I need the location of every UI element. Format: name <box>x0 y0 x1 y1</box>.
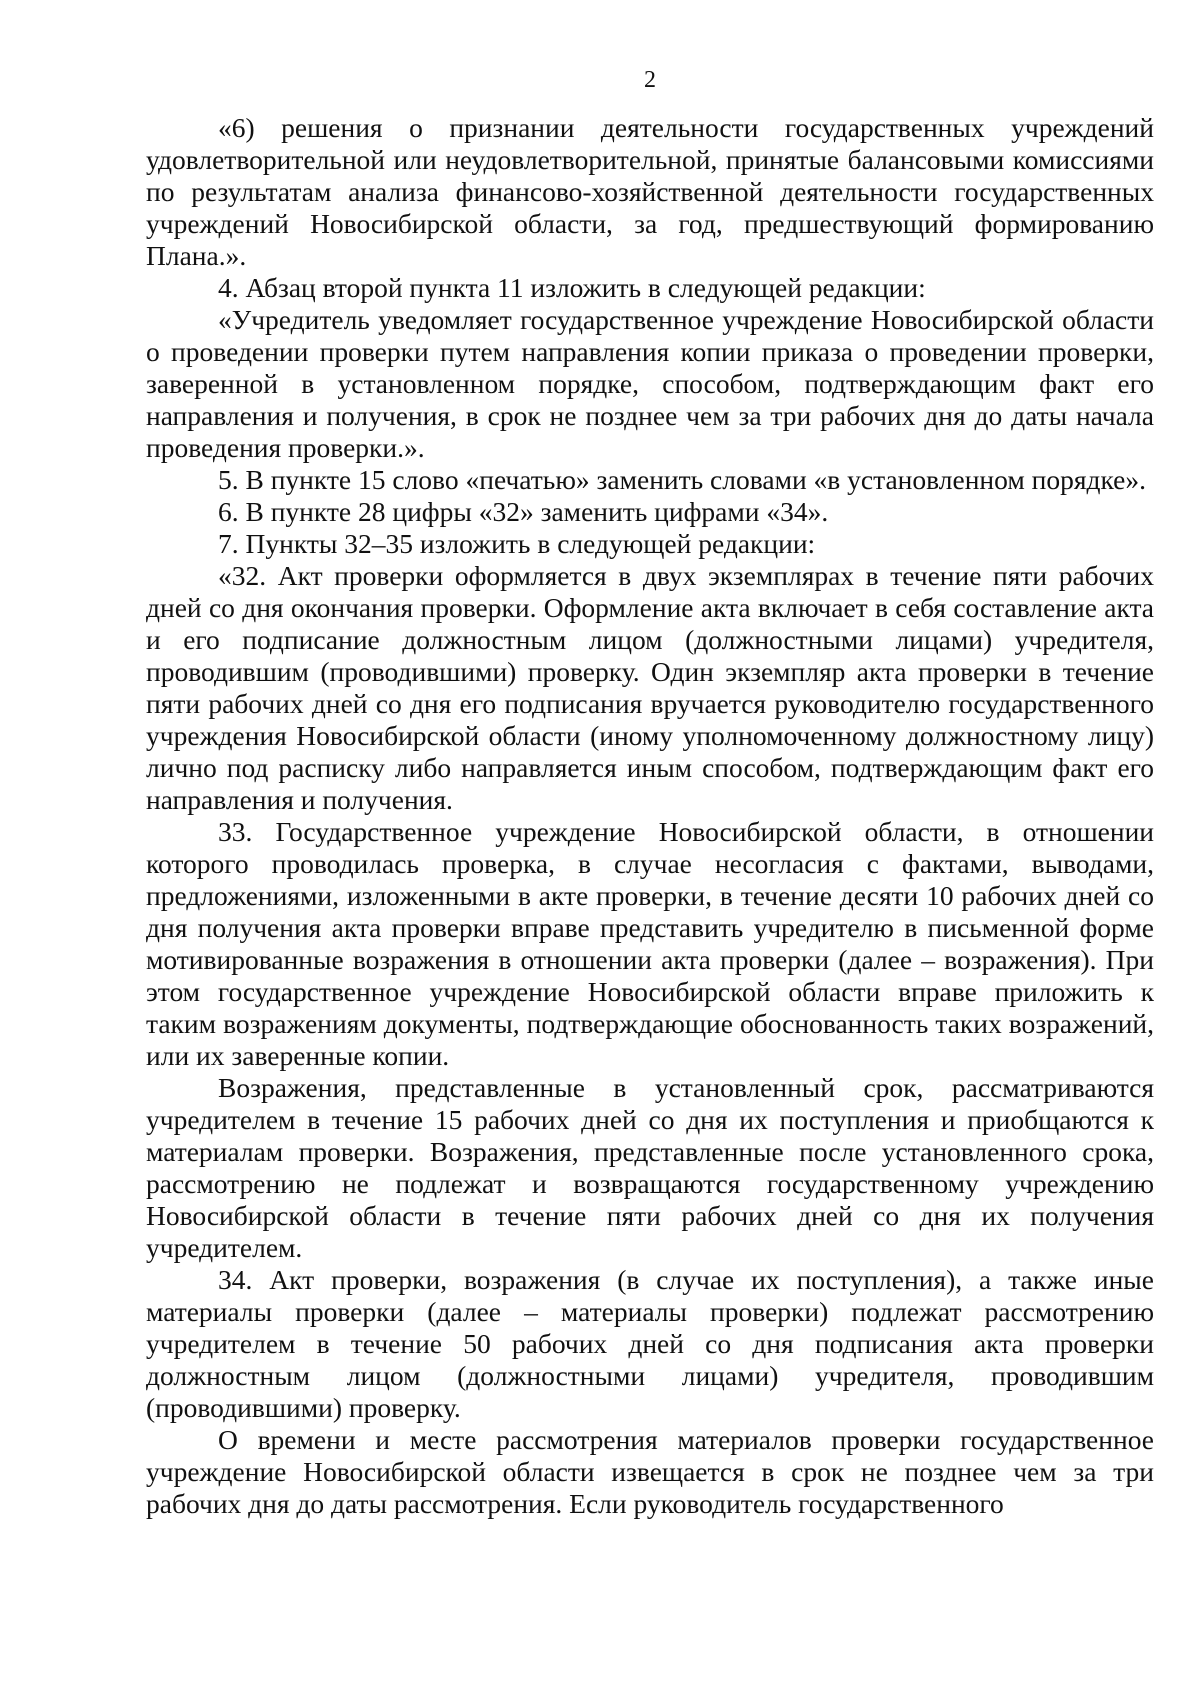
paragraph-clause-33: 33. Государственное учреждение Новосибирской области, в отношении которого проводилась проверка, в случае несогласия с фактами, выводами, предложениями, изложенными в акте проверки, в течение десяти 10 рабочих дней со дня получения акта проверки вправе представить учредителю в письменной форме мотивированные возражения в отношении акта проверки (далее – возражения). При этом государственное учреждение Новосибирской области вправе приложить к таким возражениям документы, подтверждающие обоснованность таких возражений, или их заверенные копии. <box>146 816 1154 1071</box>
paragraph-notification: О времени и месте рассмотрения материалов проверки государственное учреждение Новосибирской области извещается в срок не позднее чем за три рабочих дня до даты рассмотрения. Если руководитель государственного <box>146 1424 1154 1519</box>
paragraph-amendment-6: 6. В пункте 28 цифры «32» заменить цифрами «34». <box>218 496 829 527</box>
document-body <box>146 112 1154 1520</box>
page-number: 2 <box>644 67 656 93</box>
paragraph-amendment-4: 4. Абзац второй пункта 11 изложить в следующей редакции: <box>218 272 926 303</box>
paragraph-amendment-4-text: «Учредитель уведомляет государственное учреждение Новосибирской области о проведении проверки путем направления копии приказа о проведении проверки, заверенной в установленном порядке, способом, подтверждающим факт его направления и получения, в срок не позднее чем за три рабочих дня до даты начала проведения проверки.». <box>146 304 1154 463</box>
paragraph-amendment-5: 5. В пункте 15 слово «печатью» заменить словами «в установленном порядке». <box>218 464 1147 495</box>
paragraph-clause-34: 34. Акт проверки, возражения (в случае их поступления), а также иные материалы проверки (далее – материалы проверки) подлежат рассмотрению учредителем в течение 50 рабочих дней со дня подписания акта проверки должностным лицом (должностными лицами) учредителя, проводившим (проводившими) проверку. <box>146 1264 1154 1423</box>
paragraph-item-6-continuation: «6) решения о признании деятельности государственных учреждений удовлетворительной или неудовлетворительной, принятые балансовыми комиссиями по результатам анализа финансово-хозяйственной деятельности государственных учреждений Новосибирской области, за год, предшествующий формированию Плана.». <box>146 112 1154 271</box>
paragraph-amendment-7: 7. Пункты 32–35 изложить в следующей редакции: <box>218 528 816 559</box>
paragraph-clause-32: «32. Акт проверки оформляется в двух экземплярах в течение пяти рабочих дней со дня окончания проверки. Оформление акта включает в себя составление акта и его подписание должностным лицом (должностными лицами) учредителя, проводившим (проводившими) проверку. Один экземпляр акта проверки в течение пяти рабочих дней со дня его подписания вручается руководителю государственного учреждения Новосибирской области (иному уполномоченному должностному лицу) лично под расписку либо направляется иным способом, подтверждающим факт его направления и получения. <box>146 560 1154 815</box>
paragraph-objections: Возражения, представленные в установленный срок, рассматриваются учредителем в течение 15 рабочих дней со дня их поступления и приобщаются к материалам проверки. Возражения, представленные после установленного срока, рассмотрению не подлежат и возвращаются государственному учреждению Новосибирской области в течение пяти рабочих дней со дня их получения учредителем. <box>146 1072 1154 1263</box>
